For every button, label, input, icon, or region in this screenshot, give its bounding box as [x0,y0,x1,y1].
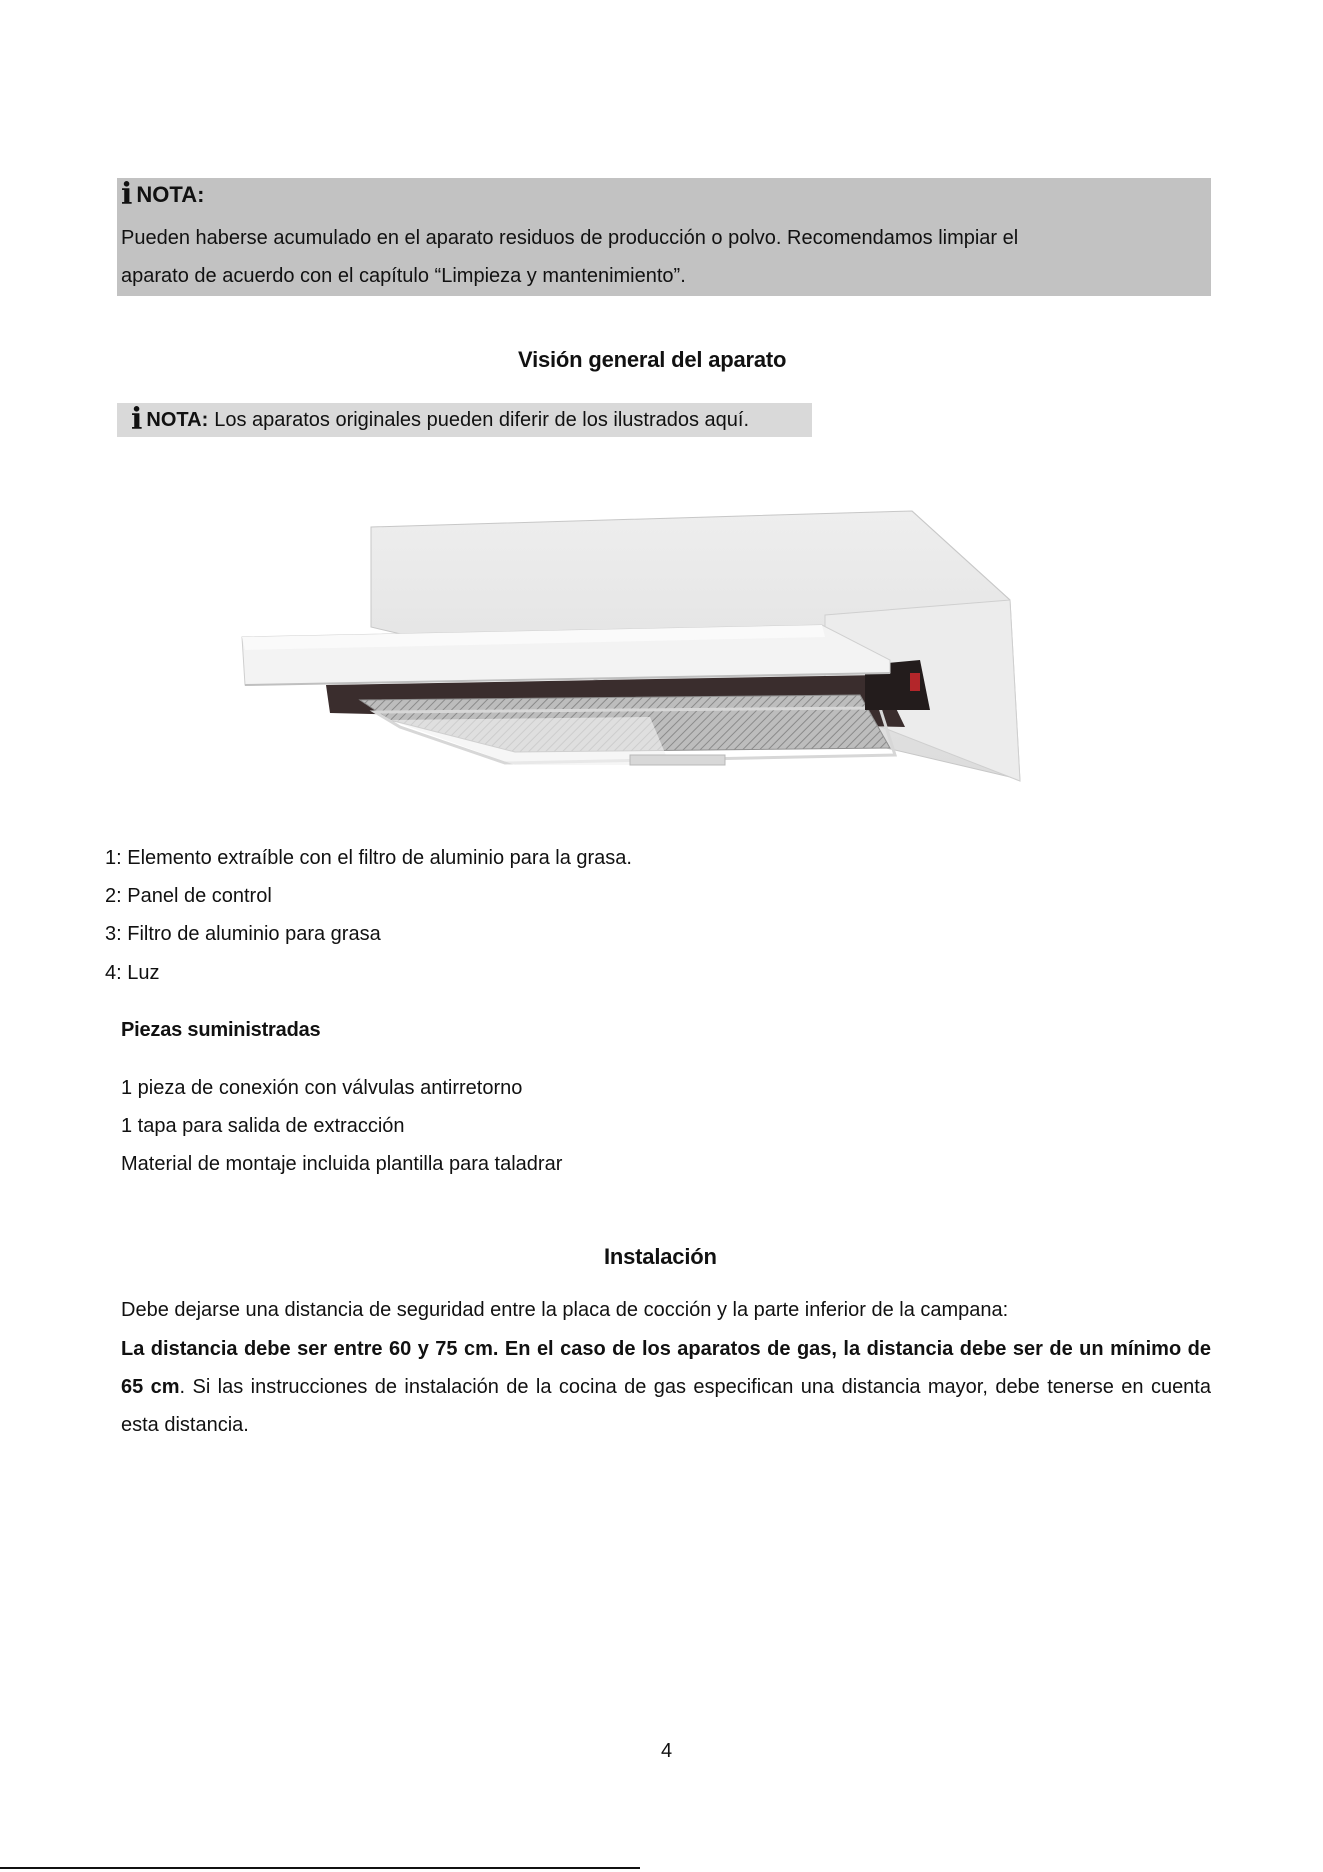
note-line-1: Pueden haberse acumulado en el aparato residuos de producción o polvo. Recomendamos limpiar el [121,227,1019,249]
overview-note-text: Los aparatos originales pueden diferir de los ilustrados aquí. [214,408,750,431]
parts-list-item: 4: Luz [105,962,160,984]
overview-note [117,403,812,437]
supplied-item: 1 pieza de conexión con válvulas antirretorno [121,1077,523,1099]
overview-note-title: NOTA: [146,408,209,431]
parts-list-item: 1: Elemento extraíble con el filtro de aluminio para la grasa. [105,847,632,869]
light-panel [630,755,725,765]
installation-warning: La distancia debe ser entre 60 y 75 cm. En el caso de los aparatos de gas, la distancia debe ser de un mínimo de 65 cm [121,1338,1211,1398]
supplied-heading: Piezas suministradas [121,1019,321,1041]
installation-paragraph-2 [121,1330,1211,1444]
supplied-item: Material de montaje incluida plantilla para taladrar [121,1153,563,1175]
parts-list-item: 3: Filtro de aluminio para grasa [105,923,381,945]
note-line-2: aparato de acuerdo con el capítulo “Limpieza y mantenimiento”. [121,265,686,287]
switch [910,673,920,691]
footer-rule [0,1867,640,1869]
overview-heading: Visión general del aparato [518,347,787,372]
info-icon: i [131,402,143,437]
parts-list-item: 2: Panel de control [105,885,272,907]
installation-heading: Instalación [604,1244,717,1269]
installation-paragraph-1: Debe dejarse una distancia de seguridad entre la placa de cocción y la parte inferior de la campana: [121,1299,1009,1321]
note-title: NOTA: [136,182,205,207]
page-number: 4 [661,1740,673,1762]
info-icon: i [121,177,133,212]
installation-text: . Si las instrucciones de instalación de la cocina de gas especifican una distancia mayor, debe tenerse en cuenta esta distancia. [121,1376,1211,1436]
note-header [121,177,205,212]
cooker-hood-illustration [240,505,1030,785]
note-box [117,178,1211,296]
supplied-item: 1 tapa para salida de extracción [121,1115,405,1137]
